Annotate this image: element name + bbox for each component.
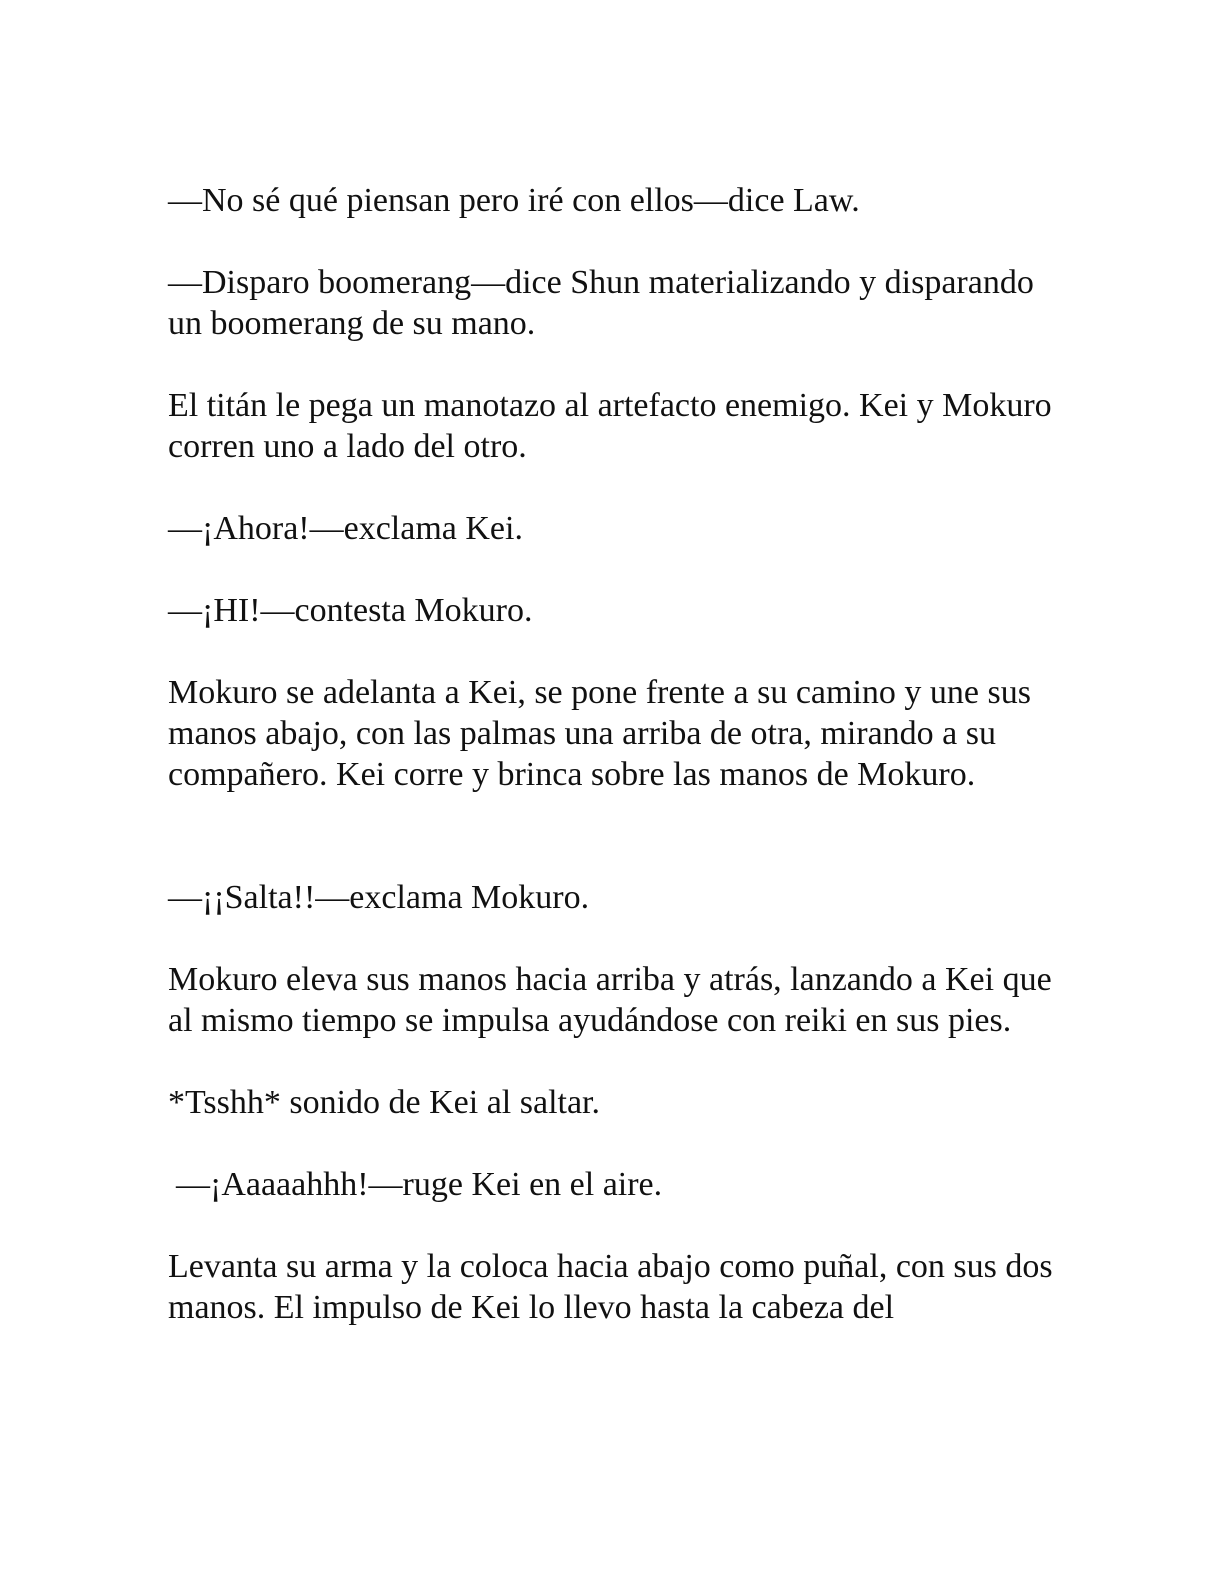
paragraph-4: —¡Ahora!—exclama Kei.	[168, 510, 523, 547]
paragraph-5: —¡HI!—contesta Mokuro.	[168, 592, 533, 629]
paragraph-3: El titán le pega un manotazo al artefacto enemigo. Kei y Mokuro corren uno a lado del otro.	[168, 387, 1052, 465]
paragraph-7: —¡¡Salta!!—exclama Mokuro.	[168, 879, 590, 916]
paragraph-6: Mokuro se adelanta a Kei, se pone frente a su camino y une sus manos abajo, con las palmas una arriba de otra, mirando a su compañero. Kei corre y brinca sobre las manos de Mokuro.	[168, 674, 1031, 793]
paragraph-2: —Disparo boomerang—dice Shun materializando y disparando un boomerang de su mano.	[168, 264, 1034, 342]
paragraph-8: Mokuro eleva sus manos hacia arriba y atrás, lanzando a Kei que al mismo tiempo se impulsa ayudándose con reiki en sus pies.	[168, 961, 1052, 1039]
paragraph-10: —¡Aaaaahhh!—ruge Kei en el aire.	[176, 1166, 663, 1203]
document-page	[168, 180, 1058, 1369]
paragraph-1: —No sé qué piensan pero iré con ellos—dice Law.	[168, 182, 860, 219]
paragraph-9: *Tsshh* sonido de Kei al saltar.	[168, 1084, 601, 1121]
paragraph-11: Levanta su arma y la coloca hacia abajo como puñal, con sus dos manos. El impulso de Kei lo llevo hasta la cabeza del	[168, 1248, 1053, 1326]
